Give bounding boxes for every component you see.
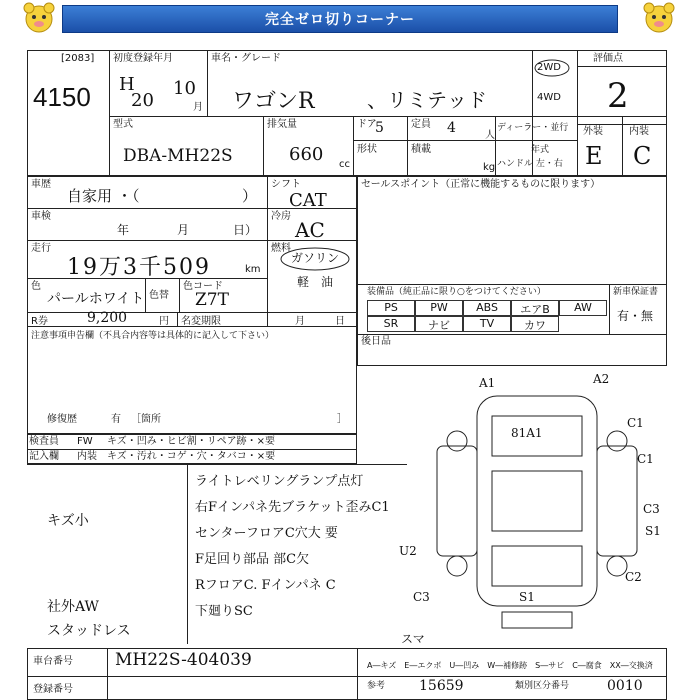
seats-unit: 人 (485, 130, 495, 141)
equipment-item: ABS (463, 300, 511, 316)
diagram-mark: スマ (401, 632, 425, 646)
type-label: 型式 (113, 119, 133, 130)
loading-label: 積載 (411, 144, 431, 155)
ref-label: 参考 (367, 681, 386, 691)
reg-year: 20 (131, 90, 154, 111)
seats-value: 4 (447, 120, 456, 136)
fw-text: キズ・凹み・ヒビ割・リペア跡・×要 (107, 436, 275, 447)
rating-value: 2 (607, 76, 629, 116)
reg-month: 10 (173, 78, 196, 99)
equipment-item: ナビ (415, 316, 463, 332)
diagram-mark: C1 (637, 452, 654, 466)
color-value: パールホワイト (47, 291, 145, 307)
fw-label: FW (77, 436, 93, 447)
inspection-label: 車検 (31, 211, 51, 222)
notes-label: 注意事項申告欄（不具合内容等は具体的に記入して下さい） (31, 331, 275, 341)
use-dot: ・（ (117, 187, 140, 205)
diagram-mark: C2 (625, 570, 642, 584)
loading-unit: kg (483, 162, 496, 173)
recycle-unit: 円 (159, 316, 169, 327)
ac-label: 冷房 (271, 211, 291, 222)
door-label: ドア (357, 119, 377, 130)
fuel-gas: ガソリン (291, 251, 340, 265)
warranty-value: 有・無 (617, 309, 654, 323)
shift-label: シフト (271, 179, 301, 190)
banner-title: 完全ゼロ切りコーナー (62, 5, 618, 33)
equipment-label: 装備品（純正品に限り○をつけてください） (367, 287, 546, 297)
damage-legend: A―キズ E―エクボ U―凹み W―補修跡 S―サビ C―腐食 XX―交換済 (367, 661, 653, 670)
model-name: ワゴンR (232, 89, 315, 114)
sales-block (357, 176, 667, 366)
class-value: 0010 (607, 678, 643, 694)
inspection-day: 日） (233, 223, 258, 237)
color-code-label: 色コード (183, 281, 223, 292)
equipment-item: PS (367, 300, 415, 316)
left-note: キズ小 (47, 513, 89, 529)
use-close: ） (242, 187, 258, 205)
transfer-month: 月 (295, 316, 305, 327)
reg-no-label: 登録番号 (33, 684, 73, 695)
right-note: 下廻りSC (195, 604, 253, 619)
fuel-label: 燃料 (271, 243, 291, 254)
right-note: RフロアC. Fインパネ C (195, 578, 336, 593)
diagram-mark: C3 (643, 502, 660, 516)
grade: 、リミテッド (367, 88, 487, 112)
left-note: 社外AW (47, 599, 99, 615)
drive-2wd: 2WD (537, 62, 561, 73)
right-note: 右Fインパネ先ブラケット歪みC1 (195, 500, 390, 515)
writer-label: 記入欄 (29, 451, 59, 462)
bear-mascot-icon (642, 2, 676, 34)
diagram-mark: 81A1 (511, 426, 543, 440)
door-value: 5 (375, 120, 384, 136)
bear-mascot-icon (22, 2, 56, 34)
repair-value: 有 (111, 414, 121, 425)
color-label: 色 (31, 281, 41, 292)
diagram-mark: A1 (479, 376, 496, 390)
use-label: 車歴 (31, 179, 51, 190)
recycle-label: R券 (31, 316, 48, 327)
repair-place: ［箇所 (131, 414, 161, 425)
post-label: 後日品 (361, 336, 391, 347)
right-note: F足回り部品 部C欠 (195, 552, 310, 567)
type-value: DBA-MH22S (123, 146, 233, 166)
int-text: キズ・汚れ・コゲ・穴・タバコ・×要 (107, 451, 276, 462)
equipment-item: カワ (511, 316, 559, 332)
reg-era: H (119, 74, 135, 95)
reg-year-label: 初度登録年月 (113, 53, 173, 64)
lot-small: [2083] (61, 53, 95, 64)
transfer-label: 名変期限 (181, 316, 221, 327)
diagram-mark: U2 (399, 544, 417, 558)
seats-label: 定員 (411, 119, 431, 130)
int-grade: C (633, 142, 652, 170)
transfer-day: 日 (335, 316, 345, 327)
repair-close: ］ (337, 414, 347, 425)
displacement-value: 660 (289, 144, 324, 165)
reg-month-suffix: 月 (193, 102, 203, 113)
model-year-label: 年式 (531, 145, 550, 155)
dealer-label: ディーラー・並行 (497, 123, 569, 133)
warranty-label: 新車保証書 (613, 287, 659, 297)
equipment-item: AW (559, 300, 607, 316)
equipment-item: エアB (511, 300, 559, 316)
auction-sheet (27, 40, 667, 700)
equipment-item: TV (463, 316, 511, 332)
displacement-label: 排気量 (267, 119, 297, 130)
chassis-label: 車台番号 (33, 656, 73, 667)
diagram-mark: S1 (519, 590, 535, 604)
repair-label: 修復歴 (47, 414, 77, 425)
car-diagram (407, 366, 667, 636)
checker-label: 検査員 (29, 436, 59, 447)
diagram-mark: S1 (645, 524, 661, 538)
drive-4wd: 4WD (537, 92, 561, 103)
recycle-value: 9,200 (87, 310, 128, 326)
equipment-item: PW (415, 300, 463, 316)
color-change-label: 色替 (149, 290, 169, 301)
diagram-mark: C3 (413, 590, 430, 604)
color-code: Z7T (195, 290, 229, 310)
displacement-unit: cc (339, 159, 350, 170)
mileage-value: 19万3千509 (67, 255, 211, 280)
drive-circle-mark (532, 58, 572, 78)
left-note: スタッドレス (47, 623, 131, 639)
class-label: 類別区分番号 (515, 681, 570, 691)
shape-label: 形状 (357, 144, 377, 155)
ac-value: AC (295, 218, 325, 242)
mileage-unit: km (245, 264, 261, 275)
banner (0, 0, 700, 36)
chassis-value: MH22S-404039 (115, 650, 252, 670)
ext-grade: E (585, 142, 603, 170)
diagram-mark: C1 (627, 416, 644, 430)
sales-label: セールスポイント（正常に機能するものに限ります） (361, 179, 601, 190)
right-note: ライトレベリングランプ点灯 (195, 474, 364, 489)
rating-label: 評価点 (593, 53, 623, 64)
mileage-label: 走行 (31, 243, 51, 254)
diagram-mark: A2 (593, 372, 610, 386)
handle-label: ハンドル 左・右 (497, 159, 563, 169)
shift-value: CAT (289, 190, 327, 211)
use-value: 自家用 (67, 187, 113, 205)
equipment-item: SR (367, 316, 415, 332)
int-label: 内装 (629, 126, 649, 137)
model-label: 車名・グレード (211, 53, 281, 64)
lot-number: 4150 (33, 82, 91, 112)
fuel-diesel: 軽 油 (297, 275, 334, 289)
int-inspect-label: 内装 (77, 451, 97, 462)
ref-value: 15659 (419, 678, 464, 694)
inspection-year: 年 (117, 223, 130, 237)
right-note: センターフロアC穴大 要 (195, 526, 338, 541)
ext-label: 外装 (583, 126, 603, 137)
inspection-month: 月 (177, 223, 190, 237)
